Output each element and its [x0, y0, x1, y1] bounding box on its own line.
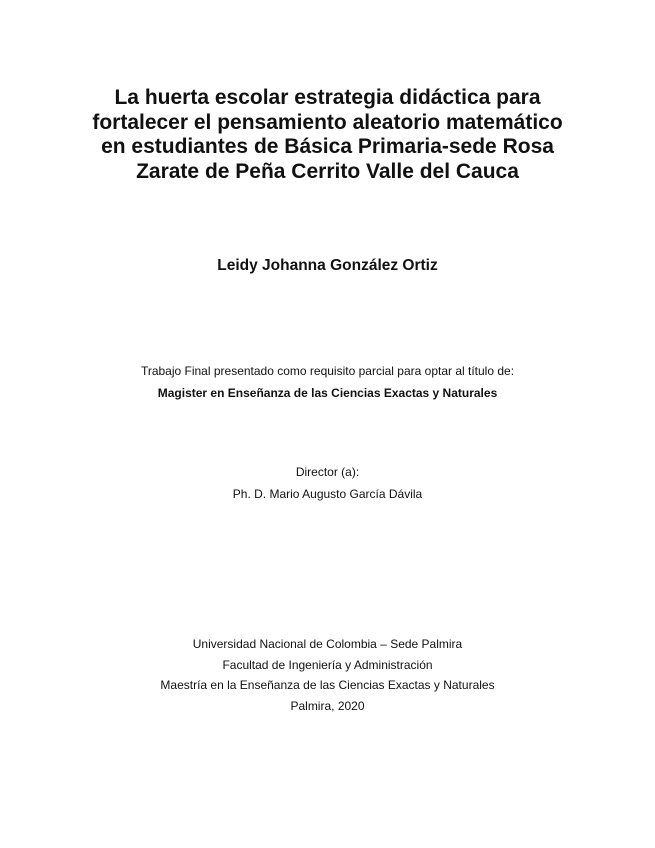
director-label: Director (a):	[295, 465, 360, 479]
author-name: Leidy Johanna González Ortiz	[217, 257, 438, 274]
title-line: en estudiantes de Básica Primaria-sede Rosa	[101, 135, 554, 158]
title-line: La huerta escolar estrategia didáctica para	[114, 86, 541, 109]
director-name: Ph. D. Mario Augusto García Dávila	[232, 487, 423, 501]
title-line: fortalecer el pensamiento aleatorio matemático	[92, 110, 563, 134]
degree-title: Magister en Enseñanza de las Ciencias Exactas y Naturales	[157, 386, 498, 400]
document-title	[70, 86, 585, 184]
university-name: Universidad Nacional de Colombia – Sede Palmira	[192, 637, 463, 651]
faculty-name: Facultad de Ingeniería y Administración	[222, 657, 433, 672]
place-and-year: Palmira, 2020	[290, 698, 365, 713]
requirement-text: Trabajo Final presentado como requisito parcial para optar al título de:	[140, 364, 515, 378]
program-name: Maestría en la Enseñanza de las Ciencias Exactas y Naturales	[160, 678, 495, 692]
institution-block	[0, 634, 655, 716]
title-line: Zarate de Peña Cerrito Valle del Cauca	[136, 159, 519, 183]
